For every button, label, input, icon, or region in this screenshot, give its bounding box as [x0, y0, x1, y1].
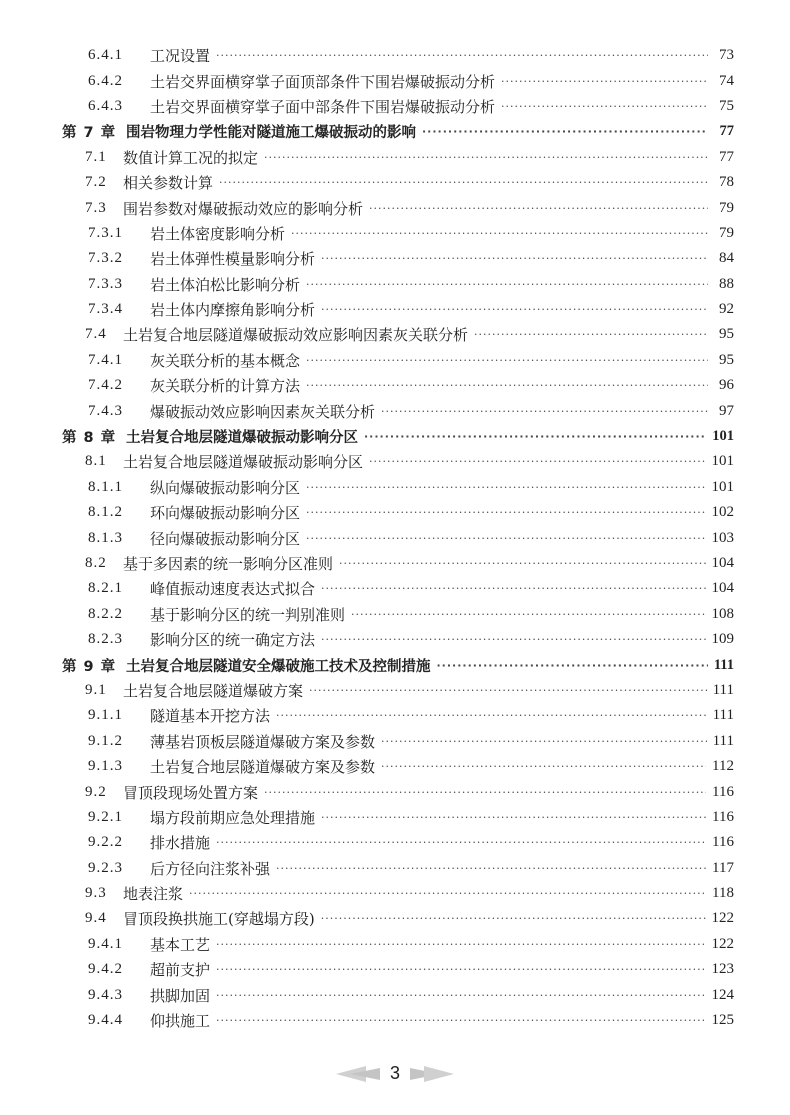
- entry-number: 9.4.3: [88, 986, 123, 1003]
- toc-section-entry[interactable]: [62, 957, 734, 982]
- toc-section-entry[interactable]: [62, 94, 734, 119]
- entry-page-number: 116: [712, 783, 734, 800]
- dot-leader: [321, 912, 706, 925]
- dot-leader: [321, 303, 708, 316]
- entry-title: 工况设置: [150, 47, 211, 66]
- entry-page-number: 92: [719, 301, 734, 318]
- entry-number: 9.4.2: [88, 961, 123, 978]
- dot-leader: [369, 202, 708, 215]
- toc-section-entry[interactable]: [62, 297, 734, 322]
- toc-section-entry[interactable]: [62, 754, 734, 779]
- dot-leader: [189, 887, 706, 900]
- entry-page-number: 79: [719, 224, 734, 241]
- entry-page-number: 122: [711, 935, 734, 952]
- toc-chapter-entry[interactable]: [62, 652, 734, 677]
- page-number: 3: [389, 1063, 400, 1083]
- entry-number: 6.4.3: [88, 97, 123, 114]
- entry-title: 冒顶段换拱施工(穿越塌方段): [123, 910, 315, 929]
- dot-leader: [306, 379, 708, 392]
- entry-number: 9.2.2: [88, 834, 123, 851]
- entry-page-number: 103: [711, 529, 734, 546]
- entry-title: 爆破振动效应影响因素灰关联分析: [150, 402, 376, 421]
- dot-leader: [219, 176, 708, 189]
- entry-title: 围岩参数对爆破振动效应的影响分析: [123, 199, 364, 218]
- entry-page-number: 101: [711, 478, 734, 495]
- toc-section-entry[interactable]: [62, 856, 734, 881]
- dot-leader: [264, 786, 706, 799]
- page-footer: [0, 1063, 790, 1084]
- toc-section-entry[interactable]: [62, 932, 734, 957]
- toc-section-entry[interactable]: [62, 221, 734, 246]
- toc-section-entry[interactable]: [62, 170, 734, 195]
- entry-page-number: 124: [711, 986, 734, 1003]
- dot-leader: [216, 938, 705, 951]
- toc-section-entry[interactable]: [62, 500, 734, 525]
- dot-leader: [216, 836, 706, 849]
- dot-leader: [264, 151, 708, 164]
- entry-title: 影响分区的统一确定方法: [150, 631, 316, 650]
- entry-page-number: 77: [719, 123, 734, 140]
- entry-title: 土岩交界面横穿掌子面中部条件下围岩爆破振动分析: [150, 97, 496, 116]
- entry-page-number: 75: [719, 97, 734, 114]
- toc-section-entry[interactable]: [62, 779, 734, 804]
- entry-page-number: 112: [712, 758, 734, 775]
- entry-title: 径向爆破振动影响分区: [150, 529, 301, 548]
- entry-number: 7.3.2: [88, 250, 123, 267]
- entry-page-number: 104: [711, 555, 734, 571]
- entry-page-number: 104: [711, 580, 734, 597]
- entry-number: 7.1: [85, 148, 107, 165]
- entry-title: 灰关联分析的计算方法: [150, 377, 301, 396]
- entry-number: 9.2: [85, 783, 107, 800]
- entry-title: 仰拱施工: [150, 1012, 211, 1031]
- toc-section-entry[interactable]: [62, 348, 734, 373]
- toc-section-entry[interactable]: [62, 145, 734, 170]
- entry-page-number: 73: [719, 47, 734, 64]
- entry-number: 9.4.4: [88, 1012, 123, 1029]
- toc-section-entry[interactable]: [62, 627, 734, 652]
- entry-number: 9.4: [85, 910, 107, 927]
- entry-number: 7.3.3: [88, 275, 123, 292]
- entry-page-number: 111: [713, 656, 734, 673]
- toc-section-entry[interactable]: [62, 602, 734, 627]
- entry-number: 8.2: [85, 555, 107, 571]
- entry-number: 8.2.3: [88, 631, 123, 648]
- entry-title: 岩土体泊松比影响分析: [150, 275, 301, 294]
- entry-page-number: 101: [712, 428, 734, 445]
- toc-section-entry[interactable]: [62, 475, 734, 500]
- entry-page-number: 88: [719, 275, 734, 292]
- entry-number: 9.2.1: [88, 808, 123, 825]
- entry-number: 9.2.3: [88, 859, 123, 876]
- entry-title: 纵向爆破振动影响分区: [150, 478, 301, 497]
- entry-number: 9.4.1: [88, 935, 123, 952]
- entry-page-number: 118: [712, 885, 734, 902]
- toc-section-entry[interactable]: [62, 398, 734, 423]
- dot-leader: [291, 227, 708, 240]
- entry-number: 6.4.2: [88, 72, 123, 89]
- toc-section-entry[interactable]: [62, 272, 734, 297]
- dot-leader: [437, 659, 708, 672]
- dot-leader: [474, 328, 708, 341]
- entry-title: 塌方段前期应急处理措施: [150, 808, 316, 827]
- toc-section-entry[interactable]: [62, 551, 734, 576]
- entry-number: 9.1.3: [88, 758, 123, 775]
- entry-title: 岩土体内摩擦角影响分析: [150, 301, 316, 320]
- entry-title: 排水措施: [150, 834, 211, 853]
- dot-leader: [216, 963, 705, 976]
- entry-title: 灰关联分析的基本概念: [150, 351, 301, 370]
- entry-title: 薄基岩顶板层隧道爆破方案及参数: [150, 732, 376, 751]
- toc-section-entry[interactable]: [62, 576, 734, 601]
- entry-title: 岩土体密度影响分析: [150, 224, 286, 243]
- toc-section-entry[interactable]: [62, 805, 734, 830]
- toc-section-entry[interactable]: [62, 830, 734, 855]
- entry-title: 超前支护: [150, 961, 211, 980]
- entry-title: 基于多因素的统一影响分区准则: [123, 555, 334, 573]
- entry-page-number: 108: [711, 605, 734, 622]
- dot-leader: [339, 557, 705, 570]
- dot-leader: [364, 430, 706, 443]
- entry-number: 第 9 章: [62, 658, 117, 675]
- entry-title: 后方径向注浆补强: [150, 859, 271, 878]
- dot-leader: [321, 252, 708, 265]
- dot-leader: [216, 989, 705, 1002]
- entry-title: 土岩复合地层隧道爆破振动影响分区: [126, 430, 358, 447]
- entry-page-number: 95: [719, 351, 734, 368]
- dot-leader: [381, 735, 707, 748]
- toc-section-entry[interactable]: [62, 881, 734, 906]
- entry-number: 7.3.4: [88, 301, 123, 318]
- entry-page-number: 102: [711, 504, 734, 521]
- dot-leader: [381, 760, 706, 773]
- entry-title: 土岩交界面横穿掌子面顶部条件下围岩爆破振动分析: [150, 72, 496, 91]
- dot-leader: [276, 709, 707, 722]
- dot-leader: [501, 100, 708, 113]
- entry-title: 冒顶段现场处置方案: [123, 783, 259, 802]
- entry-page-number: 116: [712, 834, 734, 851]
- table-of-contents: [62, 43, 734, 1033]
- toc-section-entry[interactable]: [62, 703, 734, 728]
- entry-number: 8.1.3: [88, 529, 123, 546]
- entry-number: 9.1.1: [88, 707, 123, 724]
- entry-title: 基本工艺: [150, 935, 211, 954]
- entry-page-number: 125: [711, 1012, 734, 1029]
- entry-title: 拱脚加固: [150, 986, 211, 1005]
- dot-leader: [306, 278, 708, 291]
- dot-leader: [216, 49, 708, 62]
- entry-title: 数值计算工况的拟定: [123, 148, 259, 167]
- entry-page-number: 111: [712, 707, 734, 724]
- entry-title: 峰值振动速度表达式拟合: [150, 580, 316, 599]
- entry-title: 地表注浆: [123, 885, 184, 904]
- entry-number: 8.2.1: [88, 580, 123, 597]
- entry-number: 7.4.2: [88, 377, 123, 394]
- entry-title: 隧道基本开挖方法: [150, 707, 271, 726]
- entry-title: 围岩物理力学性能对隧道施工爆破振动的影响: [126, 125, 416, 142]
- entry-number: 9.1.2: [88, 732, 123, 749]
- entry-number: 8.2.2: [88, 605, 123, 622]
- toc-section-entry[interactable]: [62, 246, 734, 271]
- entry-number: 9.3: [85, 885, 107, 902]
- dot-leader: [381, 405, 708, 418]
- toc-section-entry[interactable]: [62, 43, 734, 68]
- entry-page-number: 96: [719, 377, 734, 394]
- entry-number: 7.2: [85, 174, 107, 191]
- entry-number: 7.4.1: [88, 351, 123, 368]
- dot-leader: [321, 582, 705, 595]
- entry-page-number: 123: [711, 961, 734, 978]
- toc-section-entry[interactable]: [62, 322, 734, 347]
- entry-number: 8.1: [85, 453, 107, 470]
- entry-title: 土岩复合地层隧道爆破振动影响分区: [123, 453, 364, 472]
- left-arrow-ornament-icon: [336, 1066, 380, 1082]
- right-arrow-ornament-icon: [410, 1066, 454, 1082]
- dot-leader: [321, 811, 706, 824]
- entry-page-number: 74: [719, 72, 734, 89]
- toc-section-entry[interactable]: [62, 729, 734, 754]
- dot-leader: [306, 506, 705, 519]
- entry-title: 环向爆破振动影响分区: [150, 504, 301, 523]
- entry-page-number: 122: [711, 910, 734, 927]
- dot-leader: [309, 684, 707, 697]
- entry-page-number: 109: [711, 631, 734, 648]
- entry-page-number: 84: [719, 250, 734, 267]
- toc-section-entry[interactable]: [62, 982, 734, 1007]
- entry-page-number: 77: [719, 148, 734, 165]
- entry-page-number: 95: [719, 326, 734, 343]
- entry-title: 土岩复合地层隧道安全爆破施工技术及控制措施: [126, 658, 431, 675]
- entry-page-number: 78: [719, 174, 734, 191]
- toc-chapter-entry[interactable]: [62, 119, 734, 144]
- entry-title: 土岩复合地层隧道爆破方案: [123, 681, 304, 700]
- toc-section-entry[interactable]: [62, 449, 734, 474]
- entry-number: 7.4.3: [88, 402, 123, 419]
- toc-section-entry[interactable]: [62, 906, 734, 931]
- entry-title: 土岩复合地层隧道爆破振动效应影响因素灰关联分析: [123, 326, 469, 345]
- entry-title: 基于影响分区的统一判别准则: [150, 605, 346, 624]
- dot-leader: [369, 455, 705, 468]
- entry-number: 7.3.1: [88, 224, 123, 241]
- toc-section-entry[interactable]: [62, 678, 734, 703]
- dot-leader: [276, 862, 706, 875]
- dot-leader: [351, 608, 705, 621]
- entry-page-number: 111: [712, 681, 734, 698]
- entry-page-number: 117: [712, 859, 734, 876]
- entry-title: 相关参数计算: [123, 174, 214, 193]
- dot-leader: [306, 481, 705, 494]
- toc-section-entry[interactable]: [62, 1008, 734, 1033]
- dot-leader: [306, 354, 708, 367]
- entry-number: 第 8 章: [62, 430, 117, 447]
- dot-leader: [422, 125, 708, 138]
- toc-section-entry[interactable]: [62, 525, 734, 550]
- dot-leader: [321, 633, 705, 646]
- entry-number: 7.4: [85, 326, 107, 343]
- toc-chapter-entry[interactable]: [62, 424, 734, 449]
- dot-leader: [216, 1014, 705, 1027]
- entry-number: 8.1.2: [88, 504, 123, 521]
- dot-leader: [306, 532, 705, 545]
- toc-section-entry[interactable]: [62, 68, 734, 93]
- toc-section-entry[interactable]: [62, 195, 734, 220]
- entry-title: 岩土体弹性模量影响分析: [150, 250, 316, 269]
- entry-number: 9.1: [85, 681, 107, 698]
- entry-number: 7.3: [85, 199, 107, 216]
- entry-title: 土岩复合地层隧道爆破方案及参数: [150, 758, 376, 777]
- entry-number: 第 7 章: [62, 125, 117, 142]
- entry-number: 8.1.1: [88, 478, 123, 495]
- entry-page-number: 111: [712, 732, 734, 749]
- entry-page-number: 101: [711, 453, 734, 470]
- entry-page-number: 79: [719, 199, 734, 216]
- entry-page-number: 97: [719, 402, 734, 419]
- entry-page-number: 116: [712, 808, 734, 825]
- toc-section-entry[interactable]: [62, 373, 734, 398]
- dot-leader: [501, 75, 708, 88]
- entry-number: 6.4.1: [88, 47, 123, 64]
